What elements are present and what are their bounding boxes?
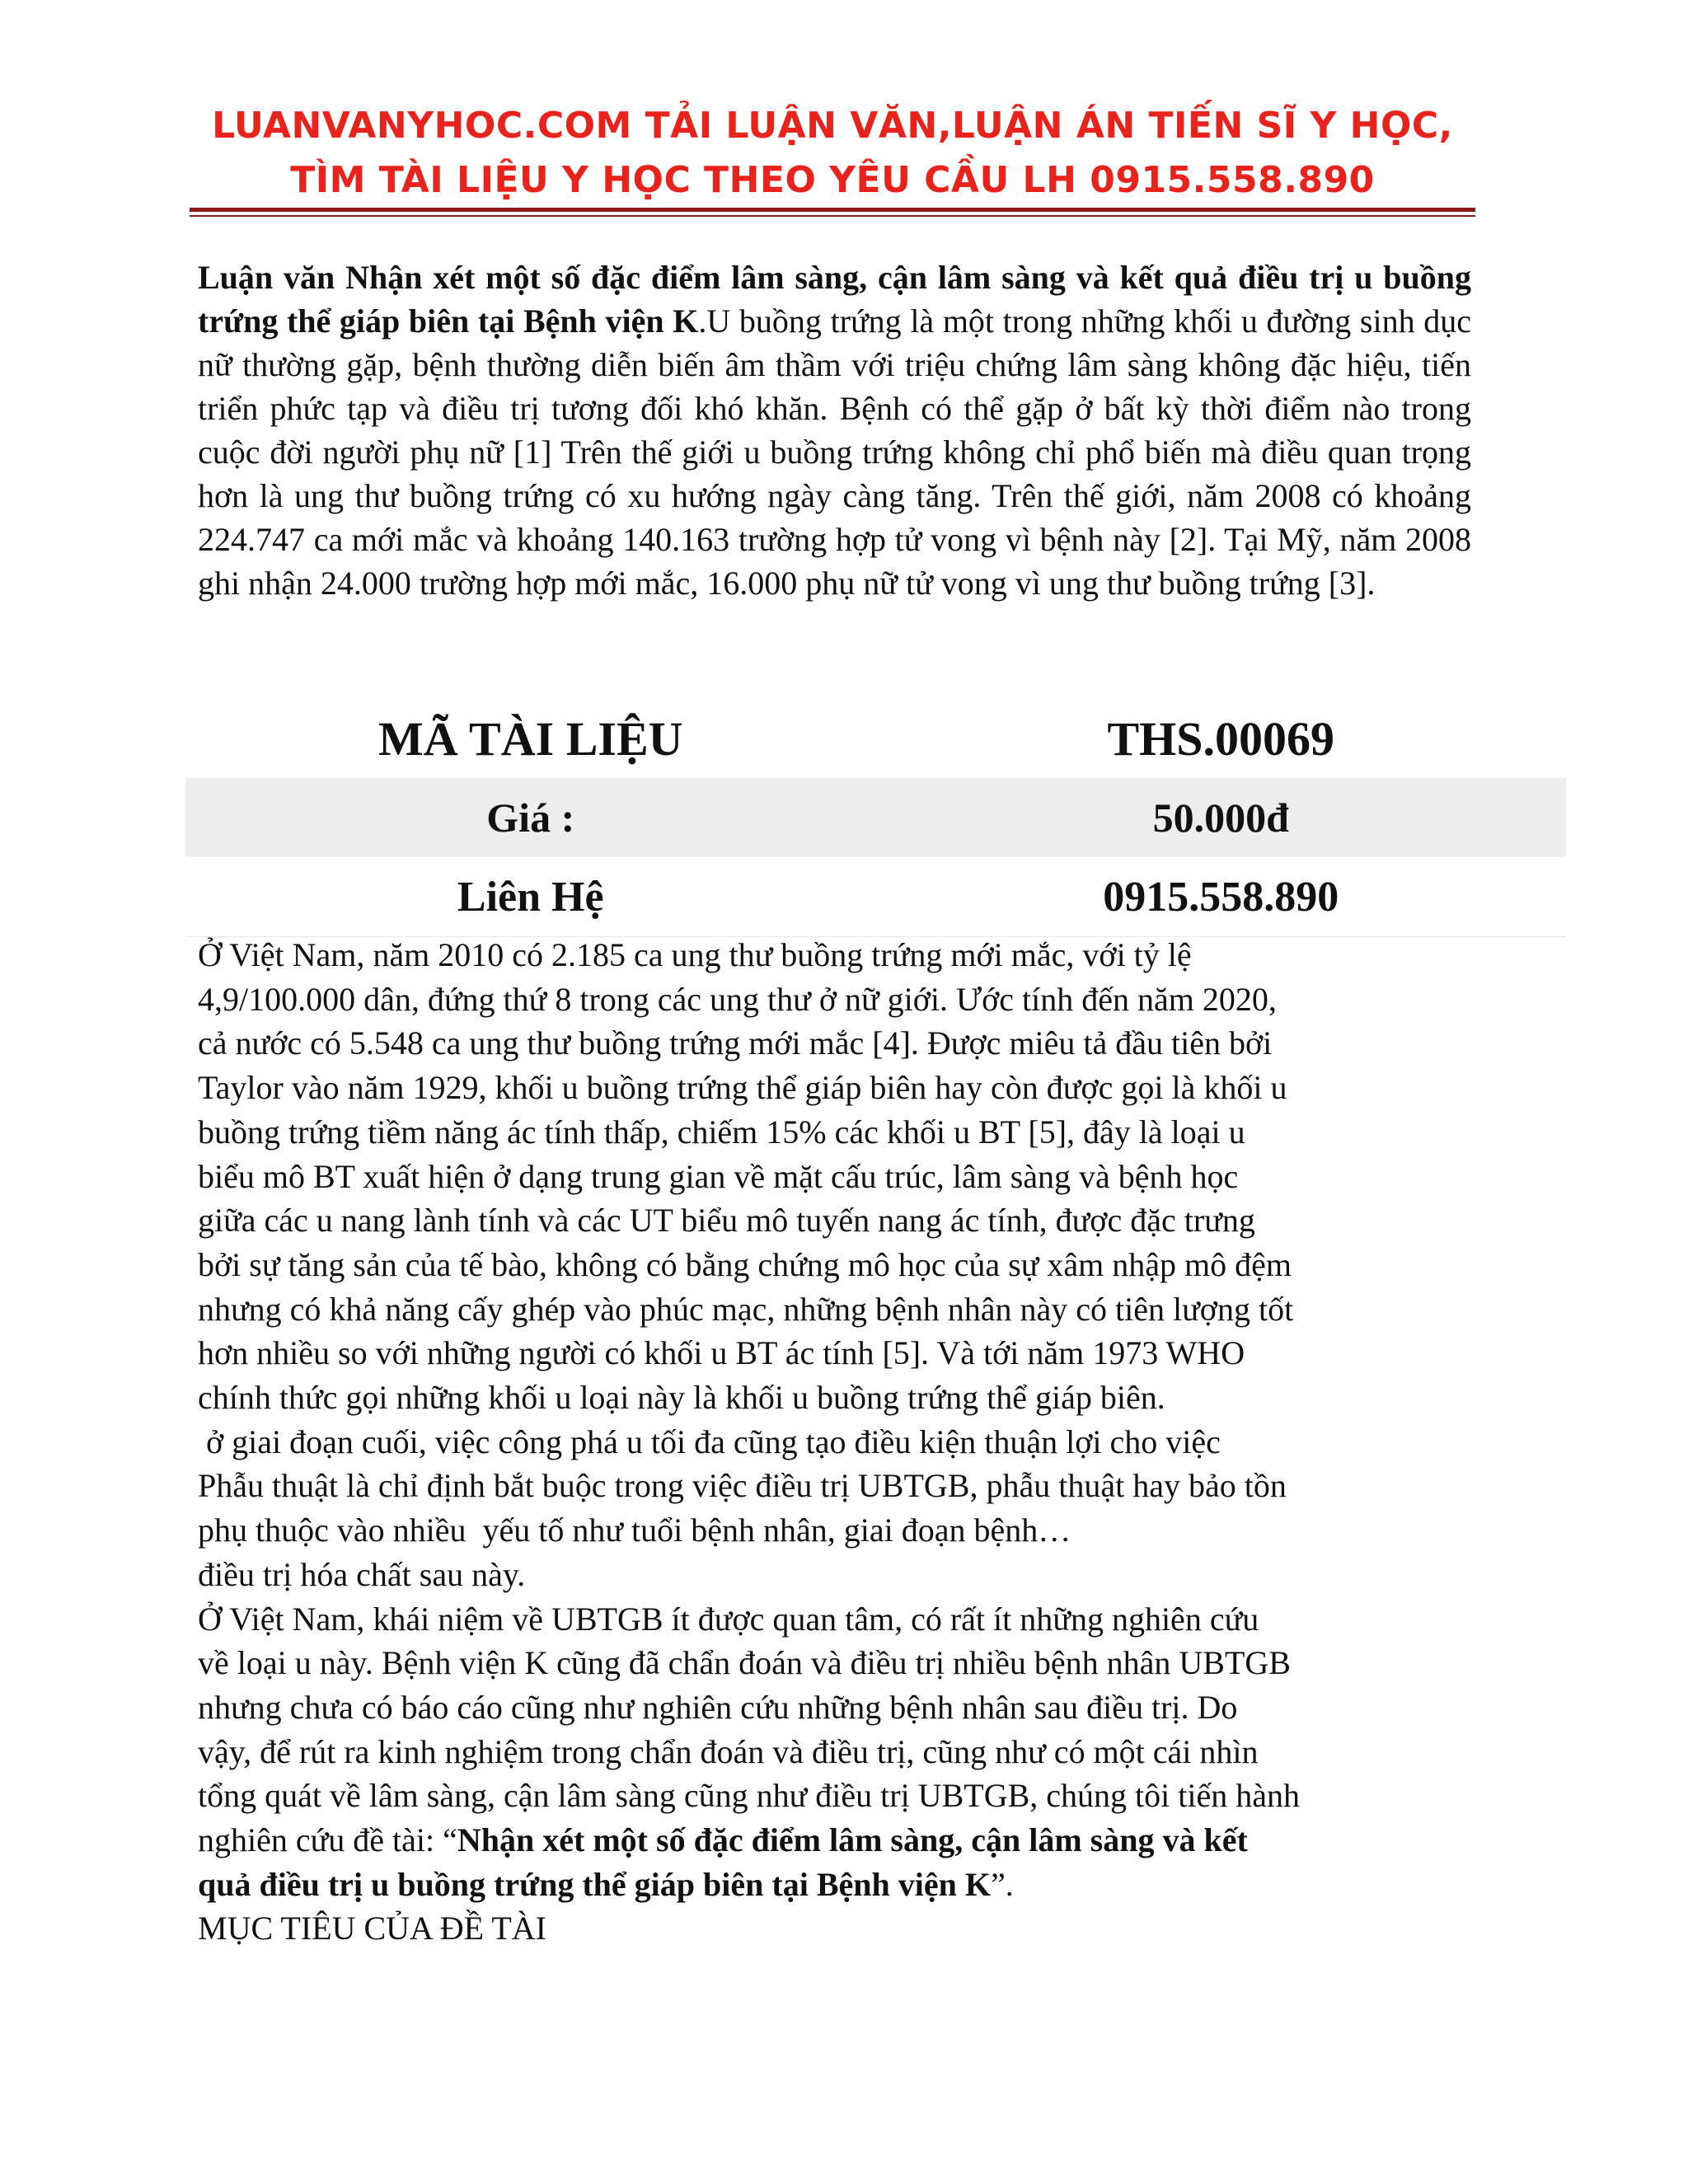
body-line: về loại u này. Bệnh viện K cũng đã chẩn đoán và điều trị nhiều bệnh nhân UBTGB (198, 1644, 1291, 1682)
body-line: hơn nhiều so với những người có khối u BT ác tính [5]. Và tới năm 1973 WHO (198, 1334, 1245, 1372)
body-line: Ở Việt Nam, khái niệm về UBTGB ít được quan tâm, có rất ít những nghiên cứu (198, 1600, 1259, 1638)
topic-suffix: ”. (990, 1865, 1014, 1903)
body-line: nhưng có khả năng cấy ghép vào phúc mạc, những bệnh nhân này có tiên lượng tốt (198, 1290, 1294, 1328)
body-line: biểu mô BT xuất hiện ở dạng trung gian về mặt cấu trúc, lâm sàng và bệnh học (198, 1157, 1239, 1195)
code-label: MÃ TÀI LIỆU (377, 711, 683, 766)
intro-text: .U buồng trứng là một trong những khối u đường sinh dục nữ thường gặp, bệnh thường diễn biến âm thầm với triệu chứng lâm sàng không đặc hiệu, tiến triển phức tạp và điều trị tương đối khó khăn. Bệnh có thể gặp ở bất kỳ thời điểm nào trong cuộc đời người phụ nữ [1] Trên thế giới u buồng trứng không chỉ phổ biến mà điều quan trọng hơn là ung thư buồng trứng có xu hướng ngày càng tăng. Trên thế giới, năm 2008 có khoảng 224.747 ca mới mắc và khoảng 140.163 trường hợp tử vong vì bệnh này [2]. Tại Mỹ, năm 2008 ghi nhận 24.000 trường hợp mới mắc, 16.000 phụ nữ tử vong vì ung thư buồng trứng [3]. (198, 302, 1471, 602)
body-text (198, 933, 1484, 1951)
price-label: Giá : (185, 778, 876, 857)
banner-line-2: TÌM TÀI LIỆU Y HỌC THEO YÊU CẦU LH 0915.558.890 (290, 159, 1375, 201)
code-row (185, 699, 1566, 778)
body-line: tổng quát về lâm sàng, cận lâm sàng cũng như điều trị UBTGB, chúng tôi tiến hành (198, 1777, 1300, 1815)
header-divider-thick (190, 208, 1475, 212)
topic-title-part-2: quả điều trị u buồng trứng thể giáp biên tại Bệnh viện K (198, 1865, 991, 1903)
body-line: buồng trứng tiềm năng ác tính thấp, chiếm 15% các khối u BT [5], đây là loại u (198, 1113, 1245, 1151)
topic-line (198, 1863, 1484, 1907)
contact-value: 0915.558.890 (1103, 873, 1339, 921)
topic-line (198, 1818, 1484, 1863)
banner-line-1: LUANVANYHOC.COM TẢI LUẬN VĂN,LUẬN ÁN TIẾN SĨ Y HỌC, (212, 105, 1453, 147)
body-line: Ở Việt Nam, năm 2010 có 2.185 ca ung thư buồng trứng mới mắc, với tỷ lệ (198, 936, 1192, 973)
price-value: 50.000đ (876, 778, 1567, 857)
site-banner (190, 99, 1475, 208)
document-info-table (185, 699, 1566, 937)
body-line: cả nước có 5.548 ca ung thư buồng trứng mới mắc [4]. Được miêu tả đầu tiên bởi (198, 1024, 1273, 1062)
body-line: phụ thuộc vào nhiều yếu tố như tuổi bệnh nhân, giai đoạn bệnh… (198, 1511, 1071, 1549)
topic-prefix: nghiên cứu đề tài: “ (198, 1821, 457, 1859)
objective-heading: MỤC TIÊU CỦA ĐỀ TÀI (198, 1910, 546, 1947)
body-line: Taylor vào năm 1929, khối u buồng trứng thể giáp biên hay còn được gọi là khối u (198, 1069, 1287, 1107)
contact-row (185, 857, 1566, 937)
code-value: THS.00069 (1107, 711, 1335, 766)
header-divider-thin (190, 215, 1475, 217)
body-line: nhưng chưa có báo cáo cũng như nghiên cứu những bệnh nhân sau điều trị. Do (198, 1688, 1238, 1726)
body-line: Phẫu thuật là chỉ định bắt buộc trong việc điều trị UBTGB, phẫu thuật hay bảo tồn (198, 1467, 1287, 1505)
body-line: vậy, để rút ra kinh nghiệm trong chẩn đoán và điều trị, cũng như có một cái nhìn (198, 1732, 1259, 1770)
document-title: Luận văn Nhận xét một số đặc điểm lâm sàng, cận lâm sàng và kết quả điều trị u buồng trứng thể giáp biên tại Bệnh viện K (198, 259, 1471, 340)
body-line: điều trị hóa chất sau này. (198, 1555, 526, 1593)
body-line: chính thức gọi những khối u loại này là khối u buồng trứng thể giáp biên. (198, 1379, 1165, 1417)
body-line: giữa các u nang lành tính và các UT biểu mô tuyến nang ác tính, được đặc trưng (198, 1202, 1255, 1240)
price-row (185, 778, 1566, 857)
contact-label: Liên Hệ (457, 873, 604, 921)
body-line: 4,9/100.000 dân, đứng thứ 8 trong các ung thư ở nữ giới. Ước tính đến năm 2020, (198, 980, 1277, 1018)
intro-paragraph (198, 255, 1471, 605)
body-line: bởi sự tăng sản của tế bào, không có bằng chứng mô học của sự xâm nhập mô đệm (198, 1245, 1292, 1283)
topic-title-part-1: Nhận xét một số đặc điểm lâm sàng, cận lâm sàng và kết (457, 1821, 1248, 1859)
body-line: ở giai đoạn cuối, việc công phá u tối đa cũng tạo điều kiện thuận lợi cho việc (198, 1422, 1221, 1460)
